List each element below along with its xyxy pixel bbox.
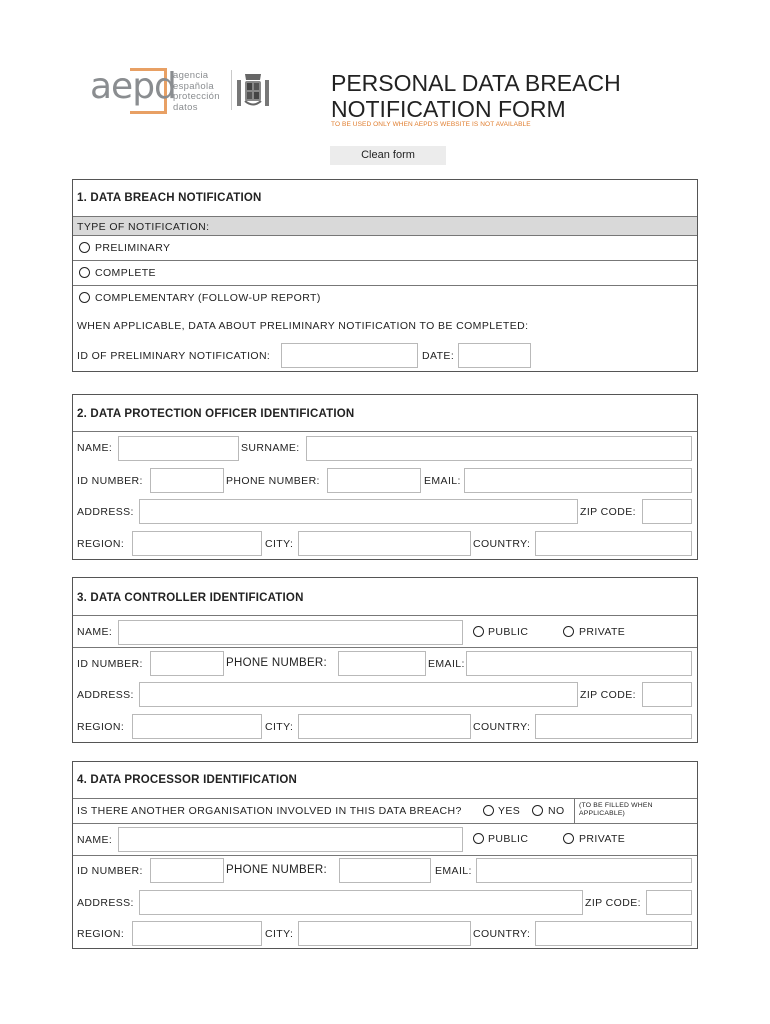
- country-input[interactable]: [535, 714, 692, 739]
- no-radio[interactable]: [532, 805, 543, 816]
- surname-label: SURNAME:: [241, 442, 300, 454]
- phone-input[interactable]: [339, 858, 431, 883]
- region-label: REGION:: [77, 928, 125, 940]
- section-title: 4. DATA PROCESSOR IDENTIFICATION: [77, 774, 298, 786]
- involved-question: IS THERE ANOTHER ORGANISATION INVOLVED IN THIS DATA BREACH?: [77, 805, 462, 817]
- zip-input[interactable]: [642, 682, 692, 707]
- phone-input[interactable]: [327, 468, 421, 493]
- email-label: EMAIL:: [428, 658, 465, 670]
- city-input[interactable]: [298, 714, 471, 739]
- address-input[interactable]: [139, 499, 578, 524]
- id-preliminary-input[interactable]: [281, 343, 418, 368]
- email-input[interactable]: [476, 858, 692, 883]
- phone-label: PHONE NUMBER:: [226, 475, 320, 487]
- id-number-input[interactable]: [150, 468, 224, 493]
- when-applicable-text: WHEN APPLICABLE, DATA ABOUT PRELIMINARY NOTIFICATION TO BE COMPLETED:: [77, 320, 529, 332]
- email-input[interactable]: [466, 651, 692, 676]
- region-input[interactable]: [132, 921, 262, 946]
- complete-label: COMPLETE: [95, 267, 156, 279]
- name-input[interactable]: [118, 436, 239, 461]
- aepd-logo: [86, 66, 286, 116]
- complete-radio[interactable]: [79, 267, 90, 278]
- address-input[interactable]: [139, 890, 583, 915]
- name-input[interactable]: [118, 620, 463, 645]
- logo-subtitle: agencia española protección datos: [173, 70, 220, 113]
- coat-of-arms-icon: [236, 70, 270, 110]
- private-radio[interactable]: [563, 833, 574, 844]
- id-preliminary-label: ID OF PRELIMINARY NOTIFICATION:: [77, 350, 271, 362]
- region-input[interactable]: [132, 714, 262, 739]
- country-label: COUNTRY:: [473, 928, 531, 940]
- applicable-note: (TO BE FILLED WHEN APPLICABLE): [579, 802, 653, 817]
- name-input[interactable]: [118, 827, 463, 852]
- city-label: CITY:: [265, 538, 294, 550]
- id-number-input[interactable]: [150, 858, 224, 883]
- public-radio[interactable]: [473, 833, 484, 844]
- email-label: EMAIL:: [424, 475, 461, 487]
- complementary-radio[interactable]: [79, 292, 90, 303]
- private-label: PRIVATE: [579, 833, 626, 845]
- region-label: REGION:: [77, 721, 125, 733]
- public-radio[interactable]: [473, 626, 484, 637]
- section-processor-identification: [72, 761, 698, 949]
- zip-label: ZIP CODE:: [580, 689, 636, 701]
- id-number-label: ID NUMBER:: [77, 475, 143, 487]
- email-label: EMAIL:: [435, 865, 472, 877]
- section-title: 2. DATA PROTECTION OFFICER IDENTIFICATION: [77, 408, 355, 420]
- phone-label: PHONE NUMBER:: [226, 864, 328, 876]
- preliminary-label: PRELIMINARY: [95, 242, 171, 254]
- private-label: PRIVATE: [579, 626, 626, 638]
- preliminary-radio[interactable]: [79, 242, 90, 253]
- surname-input[interactable]: [306, 436, 692, 461]
- name-label: NAME:: [77, 834, 113, 846]
- address-label: ADDRESS:: [77, 689, 134, 701]
- email-input[interactable]: [464, 468, 692, 493]
- public-label: PUBLIC: [488, 626, 529, 638]
- country-input[interactable]: [535, 921, 692, 946]
- section-title: 1. DATA BREACH NOTIFICATION: [77, 192, 262, 204]
- country-label: COUNTRY:: [473, 538, 531, 550]
- date-label: DATE:: [422, 350, 455, 362]
- type-of-notification-header: TYPE OF NOTIFICATION:: [73, 216, 697, 236]
- section-title: 3. DATA CONTROLLER IDENTIFICATION: [77, 592, 304, 604]
- id-number-label: ID NUMBER:: [77, 865, 143, 877]
- country-label: COUNTRY:: [473, 721, 531, 733]
- region-label: REGION:: [77, 538, 125, 550]
- city-input[interactable]: [298, 921, 471, 946]
- logo-wordmark: aepd: [90, 66, 176, 107]
- city-label: CITY:: [265, 928, 294, 940]
- date-input[interactable]: [458, 343, 531, 368]
- city-input[interactable]: [298, 531, 471, 556]
- country-input[interactable]: [535, 531, 692, 556]
- page-title: PERSONAL DATA BREACH NOTIFICATION FORM: [331, 70, 621, 122]
- city-label: CITY:: [265, 721, 294, 733]
- name-label: NAME:: [77, 626, 113, 638]
- zip-label: ZIP CODE:: [585, 897, 641, 909]
- address-label: ADDRESS:: [77, 506, 134, 518]
- address-label: ADDRESS:: [77, 897, 134, 909]
- phone-input[interactable]: [338, 651, 426, 676]
- phone-label: PHONE NUMBER:: [226, 657, 328, 669]
- section-dpo-identification: [72, 394, 698, 560]
- zip-input[interactable]: [642, 499, 692, 524]
- id-number-input[interactable]: [150, 651, 224, 676]
- zip-label: ZIP CODE:: [580, 506, 636, 518]
- page-subtitle: TO BE USED ONLY WHEN AEPD'S WEBSITE IS NOT AVAILABLE: [331, 121, 531, 128]
- zip-input[interactable]: [646, 890, 692, 915]
- region-input[interactable]: [132, 531, 262, 556]
- address-input[interactable]: [139, 682, 578, 707]
- clean-form-button[interactable]: Clean form: [330, 146, 446, 165]
- yes-radio[interactable]: [483, 805, 494, 816]
- id-number-label: ID NUMBER:: [77, 658, 143, 670]
- private-radio[interactable]: [563, 626, 574, 637]
- section-data-breach-notification: [72, 179, 698, 372]
- public-label: PUBLIC: [488, 833, 529, 845]
- yes-label: YES: [498, 805, 521, 817]
- no-label: NO: [548, 805, 565, 817]
- section-controller-identification: [72, 577, 698, 743]
- divider: [231, 70, 232, 110]
- name-label: NAME:: [77, 442, 113, 454]
- complementary-label: COMPLEMENTARY (FOLLOW-UP REPORT): [95, 292, 321, 304]
